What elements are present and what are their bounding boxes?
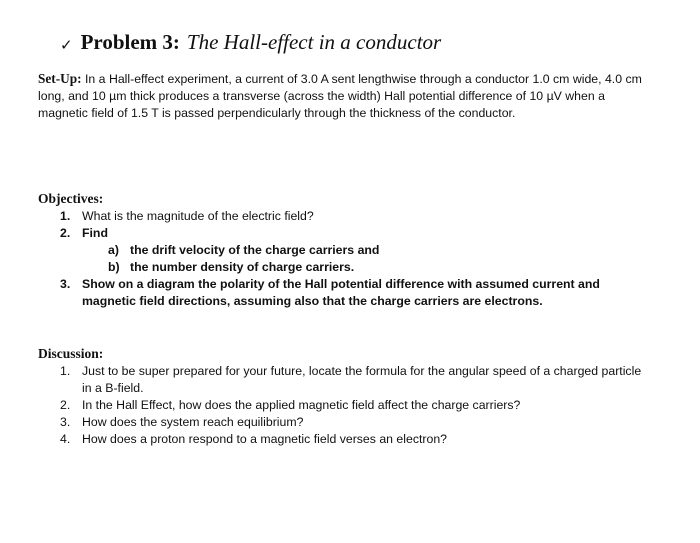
discussion-heading: Discussion: bbox=[38, 346, 104, 361]
objectives-heading: Objectives: bbox=[38, 191, 104, 206]
item-number: 4. bbox=[60, 432, 71, 446]
discussion-list bbox=[38, 363, 653, 448]
list-item bbox=[38, 397, 653, 414]
sub-item-letter: b) bbox=[108, 260, 120, 274]
item-number: 1. bbox=[60, 364, 71, 378]
sub-list-item bbox=[108, 242, 653, 259]
objectives-list bbox=[38, 208, 653, 310]
setup-text: In a Hall-effect experiment, a current of 3.0 A sent lengthwise through a conductor 1.0 cm wide, 4.0 cm long, and 10 µm thick produces a transverse (across the width) Hall potential difference of 10 µV when a magnetic field of 1.5 T is passed perpendicularly through the thickness of the conductor. bbox=[38, 72, 642, 120]
sub-item-text: the number density of charge carriers. bbox=[130, 260, 355, 274]
item-text: Find bbox=[82, 226, 108, 240]
item-number: 3. bbox=[60, 415, 71, 429]
item-number: 3. bbox=[60, 277, 71, 291]
sub-item-text: the drift velocity of the charge carriers and bbox=[130, 243, 380, 257]
sub-item-letter: a) bbox=[108, 243, 119, 257]
item-number: 2. bbox=[60, 398, 71, 412]
list-item bbox=[38, 431, 653, 448]
list-item bbox=[38, 276, 653, 310]
problem-topic: The Hall-effect in a conductor bbox=[186, 30, 442, 54]
item-number: 1. bbox=[60, 209, 71, 223]
setup-paragraph bbox=[38, 71, 648, 121]
item-text: What is the magnitude of the electric field? bbox=[82, 209, 314, 223]
checkmark-icon: ✓ bbox=[60, 36, 73, 54]
item-text: In the Hall Effect, how does the applied magnetic field affect the charge carriers? bbox=[82, 398, 521, 412]
list-item bbox=[38, 363, 653, 397]
item-text: How does the system reach equilibrium? bbox=[82, 415, 304, 429]
item-number: 2. bbox=[60, 226, 71, 240]
list-item bbox=[38, 414, 653, 431]
item-text: Show on a diagram the polarity of the Hall potential difference with assumed current and magnetic field directions, assuming also that the charge carriers are electrons. bbox=[82, 277, 600, 308]
sub-list-item bbox=[108, 259, 653, 276]
setup-label: Set-Up: bbox=[38, 71, 82, 86]
problem-number: Problem 3: bbox=[80, 30, 180, 54]
item-text: Just to be super prepared for your future, locate the formula for the angular speed of a charged particle in a B-field. bbox=[82, 364, 642, 395]
list-item bbox=[38, 225, 653, 242]
item-text: How does a proton respond to a magnetic field verses an electron? bbox=[82, 432, 448, 446]
problem-title bbox=[60, 30, 441, 55]
list-item bbox=[38, 208, 653, 225]
